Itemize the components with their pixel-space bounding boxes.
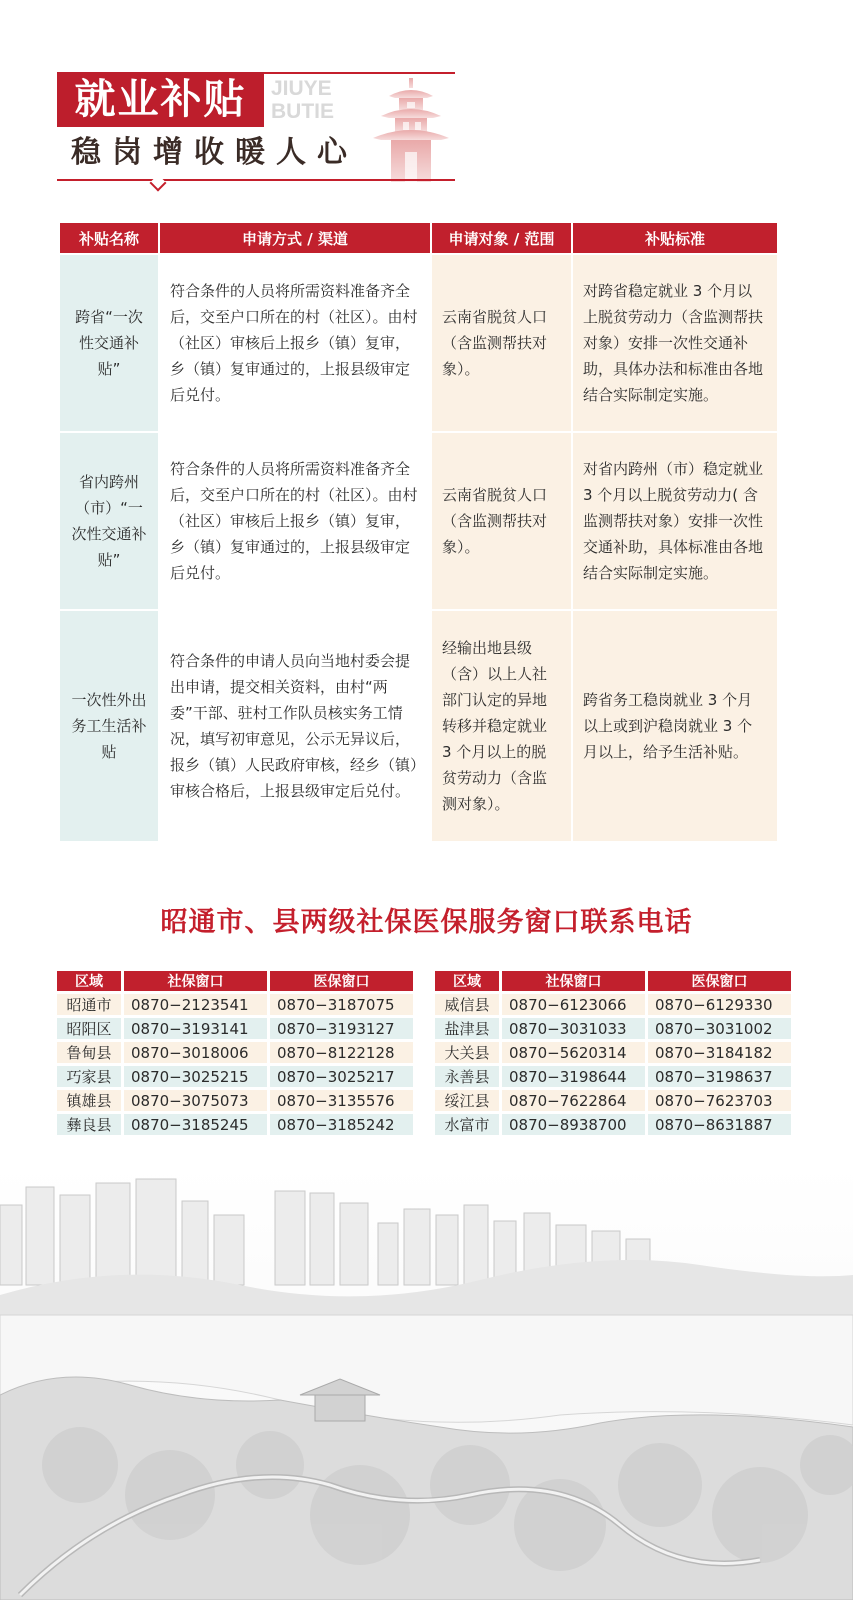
- contacts-table-left: [54, 968, 416, 1138]
- region-name: 鲁甸县: [57, 1042, 121, 1063]
- table-row: [60, 431, 777, 609]
- pagoda-tower-icon: [369, 78, 455, 182]
- section-header: [57, 72, 455, 187]
- subsidy-standard: 跨省务工稳岗就业 3 个月以上或到沪稳岗就业 3 个月以上，给予生活补贴。: [573, 609, 777, 841]
- social-phone: 0870−3193141: [124, 1018, 267, 1039]
- region-name: 巧家县: [57, 1066, 121, 1087]
- table-row: [60, 253, 777, 431]
- region-name: 昭阳区: [57, 1018, 121, 1039]
- medical-phone: 0870−8122128: [270, 1042, 413, 1063]
- subsidy-table-header: [60, 223, 777, 253]
- header-rule-top: [257, 72, 455, 74]
- table-row: [60, 609, 777, 841]
- medical-phone: 0870−7623703: [648, 1090, 791, 1111]
- region-name: 大关县: [435, 1042, 499, 1063]
- col-header-standard: 补贴标准: [573, 223, 777, 253]
- region-name: 威信县: [435, 994, 499, 1015]
- subsidy-name: 省内跨州（市）“一次性交通补贴”: [60, 431, 160, 609]
- table-row: [435, 1090, 791, 1111]
- medical-phone: 0870−3187075: [270, 994, 413, 1015]
- region-name: 水富市: [435, 1114, 499, 1135]
- table-row: [57, 1090, 413, 1111]
- subsidy-method: 符合条件的人员将所需资料准备齐全后，交至户口所在的村（社区）。由村（社区）审核后上报乡（镇）复审，乡（镇）复审通过的，上报县级审定后兑付。: [160, 253, 432, 431]
- social-phone: 0870−3018006: [124, 1042, 267, 1063]
- social-phone: 0870−3031033: [502, 1018, 645, 1039]
- medical-phone: 0870−3193127: [270, 1018, 413, 1039]
- subsidy-method: 符合条件的申请人员向当地村委会提出申请，提交相关资料，由村“两委”干部、驻村工作队员核实务工情况，填写初审意见，公示无异议后，报乡（镇）人民政府审核，经乡（镇）审核合格后，上报县级审定后兑付。: [160, 609, 432, 841]
- col-header-social: 社保窗口: [502, 971, 645, 991]
- medical-phone: 0870−3135576: [270, 1090, 413, 1111]
- col-header-method: 申请方式 / 渠道: [160, 223, 432, 253]
- social-phone: 0870−3075073: [124, 1090, 267, 1111]
- social-phone: 0870−2123541: [124, 994, 267, 1015]
- social-phone: 0870−8938700: [502, 1114, 645, 1135]
- region-name: 昭通市: [57, 994, 121, 1015]
- region-name: 永善县: [435, 1066, 499, 1087]
- table-row: [57, 994, 413, 1015]
- col-header-social: 社保窗口: [124, 971, 267, 991]
- table-row: [435, 1018, 791, 1039]
- cityscape-illustration: [0, 1165, 853, 1600]
- subsidy-target: 经输出地县级（含）以上人社部门认定的异地转移并稳定就业 3 个月以上的脱贫劳动力（含监测对象）。: [432, 609, 573, 841]
- medical-phone: 0870−3031002: [648, 1018, 791, 1039]
- region-name: 镇雄县: [57, 1090, 121, 1111]
- col-header-target: 申请对象 / 范围: [432, 223, 573, 253]
- subsidy-method: 符合条件的人员将所需资料准备齐全后，交至户口所在的村（社区）。由村（社区）审核后上报乡（镇）复审，乡（镇）复审通过的，上报县级审定后兑付。: [160, 431, 432, 609]
- subsidy-standard: 对省内跨州（市）稳定就业 3 个月以上脱贫劳动力( 含监测帮扶对象）安排一次性交通补助，具体标准由各地结合实际制定实施。: [573, 431, 777, 609]
- contacts-header: [57, 971, 413, 991]
- header-notch: [150, 175, 167, 192]
- contacts-header: [435, 971, 791, 991]
- subsidy-target: 云南省脱贫人口（含监测帮扶对象）。: [432, 431, 573, 609]
- header-rule-bottom: [57, 179, 455, 181]
- header-pinyin-line2: BUTIE: [271, 100, 334, 123]
- subsidy-table: [60, 223, 777, 841]
- col-header-region: 区域: [57, 971, 121, 991]
- medical-phone: 0870−3198637: [648, 1066, 791, 1087]
- subsidy-name: 跨省“一次性交通补贴”: [60, 253, 160, 431]
- medical-phone: 0870−8631887: [648, 1114, 791, 1135]
- medical-phone: 0870−3185242: [270, 1114, 413, 1135]
- social-phone: 0870−3025215: [124, 1066, 267, 1087]
- table-row: [435, 1042, 791, 1063]
- subsidy-target: 云南省脱贫人口（含监测帮扶对象）。: [432, 253, 573, 431]
- col-header-medical: 医保窗口: [270, 971, 413, 991]
- medical-phone: 0870−6129330: [648, 994, 791, 1015]
- table-row: [57, 1018, 413, 1039]
- col-header-medical: 医保窗口: [648, 971, 791, 991]
- table-row: [57, 1042, 413, 1063]
- subsidy-name: 一次性外出务工生活补贴: [60, 609, 160, 841]
- social-phone: 0870−6123066: [502, 994, 645, 1015]
- col-header-name: 补贴名称: [60, 223, 160, 253]
- table-row: [435, 1066, 791, 1087]
- table-row: [57, 1114, 413, 1135]
- subsidy-standard: 对跨省稳定就业 3 个月以上脱贫劳动力（含监测帮扶对象）安排一次性交通补助，具体办法和标准由各地结合实际制定实施。: [573, 253, 777, 431]
- col-header-region: 区域: [435, 971, 499, 991]
- medical-phone: 0870−3184182: [648, 1042, 791, 1063]
- region-name: 彝良县: [57, 1114, 121, 1135]
- region-name: 绥江县: [435, 1090, 499, 1111]
- table-row: [435, 1114, 791, 1135]
- header-pinyin-line1: JIUYE: [271, 77, 332, 100]
- social-phone: 0870−3185245: [124, 1114, 267, 1135]
- header-subtitle: 稳岗增收暖人心: [71, 135, 358, 170]
- medical-phone: 0870−3025217: [270, 1066, 413, 1087]
- table-row: [435, 994, 791, 1015]
- table-row: [57, 1066, 413, 1087]
- social-phone: 0870−5620314: [502, 1042, 645, 1063]
- region-name: 盐津县: [435, 1018, 499, 1039]
- header-pinyin: [271, 78, 334, 124]
- social-phone: 0870−7622864: [502, 1090, 645, 1111]
- contacts-title: 昭通市、县两级社保医保服务窗口联系电话: [160, 907, 693, 938]
- header-title: 就业补贴: [57, 72, 264, 127]
- social-phone: 0870−3198644: [502, 1066, 645, 1087]
- contacts-table-right: [432, 968, 794, 1138]
